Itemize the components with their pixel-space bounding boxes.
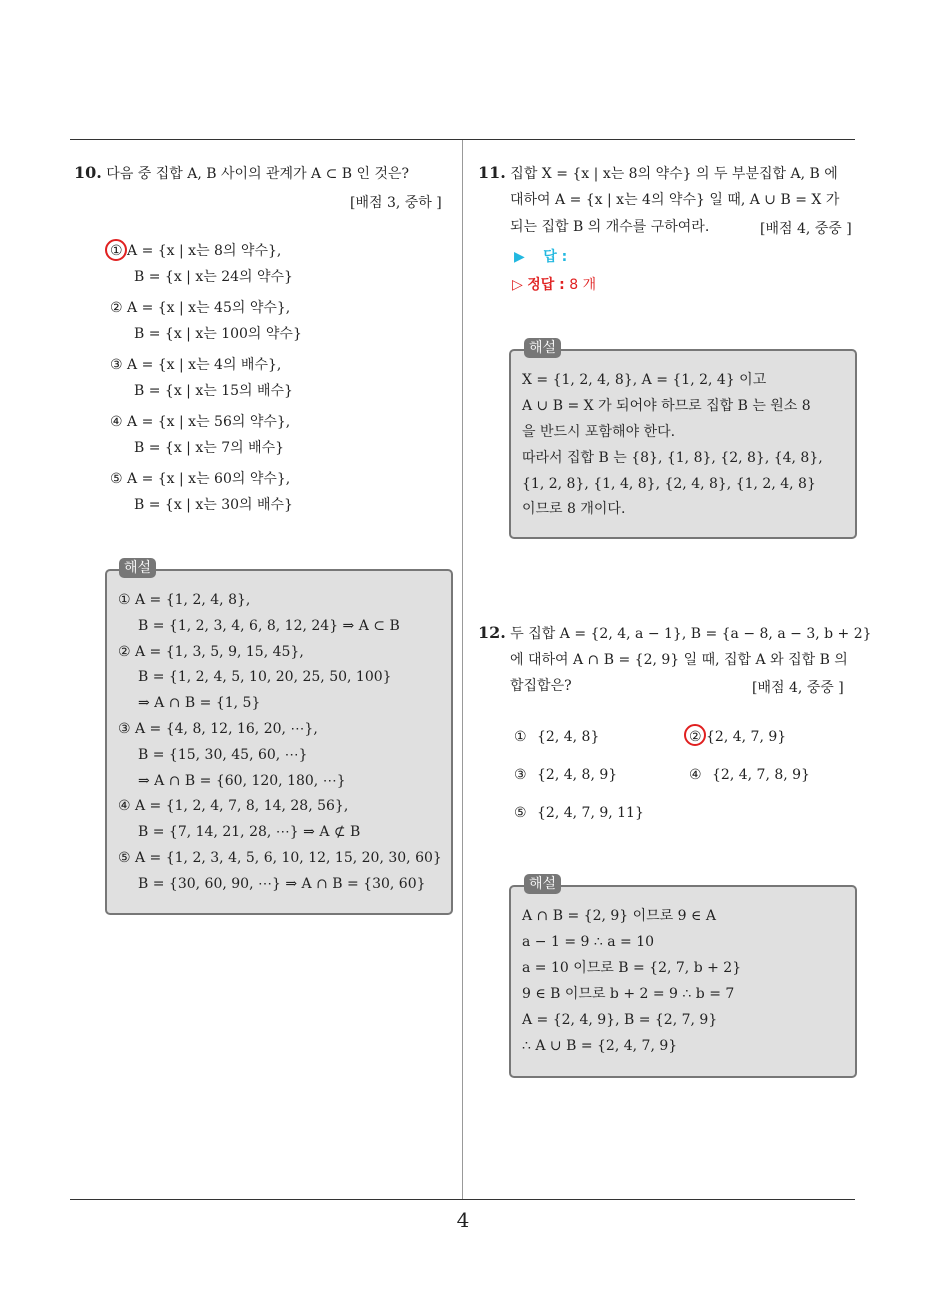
question-text: 두 집합 A = {2, 4, a − 1}, B = {a − 8, a − 3, b + 2} bbox=[510, 626, 872, 642]
question-number: 11. bbox=[478, 163, 506, 182]
play-icon: ▶ bbox=[514, 249, 525, 265]
explanation-line: a = 10 이므로 B = {2, 7, b + 2} bbox=[522, 960, 742, 976]
explanation-tag: 해설 bbox=[524, 874, 561, 894]
option-3[interactable]: ③ {2, 4, 8, 9} bbox=[514, 767, 618, 783]
option-3-b: B = {x | x는 15의 배수} bbox=[134, 383, 293, 399]
option-3[interactable]: ③ A = {x | x는 4의 배수}, bbox=[110, 357, 282, 373]
question-text: 합집합은? bbox=[510, 678, 572, 694]
correct-answer-row: ▷ 정답 : 8 개 bbox=[512, 277, 597, 293]
explanation-line: 따라서 집합 B 는 {8}, {1, 8}, {2, 8}, {4, 8}, bbox=[522, 450, 823, 466]
explanation-line: 이므로 8 개이다. bbox=[522, 501, 626, 517]
score-meta: [배점 4, 중중 ] bbox=[760, 221, 852, 237]
explanation-line: A ∪ B = X 가 되어야 하므로 집합 B 는 원소 8 bbox=[522, 398, 811, 414]
outline-play-icon: ▷ bbox=[512, 277, 523, 293]
option-4[interactable]: ④ {2, 4, 7, 8, 9} bbox=[689, 767, 810, 783]
explanation-line: X = {1, 2, 4, 8}, A = {1, 2, 4} 이고 bbox=[522, 372, 767, 388]
option-2[interactable]: ② {2, 4, 7, 9} bbox=[689, 729, 787, 745]
answer-row: ▶ 답 : bbox=[514, 249, 568, 265]
explanation-line: B = {7, 14, 21, 28, ⋯} ⇒ A ⊄ B bbox=[138, 824, 361, 840]
question-text: 대하여 A = {x | x는 4의 약수} 일 때, A ∪ B = X 가 bbox=[510, 192, 840, 208]
explanation-line: B = {1, 2, 4, 5, 10, 20, 25, 50, 100} bbox=[138, 669, 392, 685]
explanation-line: B = {1, 2, 3, 4, 6, 8, 12, 24} ⇒ A ⊂ B bbox=[138, 618, 400, 634]
explanation-tag: 해설 bbox=[524, 338, 561, 358]
explanation-line: ③ A = {4, 8, 12, 16, 20, ⋯}, bbox=[118, 721, 318, 737]
option-2[interactable]: ② A = {x | x는 45의 약수}, bbox=[110, 300, 291, 316]
question-text: 에 대하여 A ∩ B = {2, 9} 일 때, 집합 A 와 집합 B 의 bbox=[510, 652, 848, 668]
explanation-line: ① A = {1, 2, 4, 8}, bbox=[118, 592, 251, 608]
explanation-line: a − 1 = 9 ∴ a = 10 bbox=[522, 934, 655, 950]
question-number: 12. bbox=[478, 623, 506, 642]
question-number: 10. bbox=[74, 163, 102, 182]
option-1[interactable]: ① A = {x | x는 8의 약수}, bbox=[110, 243, 282, 259]
explanation-line: {1, 2, 8}, {1, 4, 8}, {2, 4, 8}, {1, 2, 4, 8} bbox=[522, 476, 816, 492]
column-divider bbox=[462, 140, 463, 1200]
correct-answer-value: 8 개 bbox=[569, 277, 597, 293]
option-4-b: B = {x | x는 7의 배수} bbox=[134, 440, 285, 456]
explanation-line: ⇒ A ∩ B = {1, 5} bbox=[138, 695, 261, 711]
question-text: 되는 집합 B 의 개수를 구하여라. bbox=[510, 219, 710, 235]
explanation-line: ⇒ A ∩ B = {60, 120, 180, ⋯} bbox=[138, 773, 346, 789]
explanation-line: ⑤ A = {1, 2, 3, 4, 5, 6, 10, 12, 15, 20, 30, 60} bbox=[118, 850, 442, 866]
explanation-line: A ∩ B = {2, 9} 이므로 9 ∈ A bbox=[522, 908, 716, 924]
question-text: 다음 중 집합 A, B 사이의 관계가 A ⊂ B 인 것은? bbox=[106, 166, 410, 182]
explanation-line: 을 반드시 포함해야 한다. bbox=[522, 424, 676, 440]
option-5[interactable]: ⑤ A = {x | x는 60의 약수}, bbox=[110, 471, 291, 487]
explanation-line: 9 ∈ B 이므로 b + 2 = 9 ∴ b = 7 bbox=[522, 986, 735, 1002]
bottom-rule bbox=[70, 1199, 855, 1200]
page-number: 4 bbox=[456, 1208, 470, 1232]
option-1[interactable]: ① {2, 4, 8} bbox=[514, 729, 600, 745]
option-4[interactable]: ④ A = {x | x는 56의 약수}, bbox=[110, 414, 291, 430]
option-1-b: B = {x | x는 24의 약수} bbox=[134, 269, 293, 285]
explanation-line: B = {30, 60, 90, ⋯} ⇒ A ∩ B = {30, 60} bbox=[138, 876, 426, 892]
option-5-b: B = {x | x는 30의 배수} bbox=[134, 497, 293, 513]
option-2-b: B = {x | x는 100의 약수} bbox=[134, 326, 302, 342]
explanation-line: ∴ A ∪ B = {2, 4, 7, 9} bbox=[522, 1038, 678, 1054]
explanation-line: B = {15, 30, 45, 60, ⋯} bbox=[138, 747, 308, 763]
explanation-line: A = {2, 4, 9}, B = {2, 7, 9} bbox=[522, 1012, 718, 1028]
option-5[interactable]: ⑤ {2, 4, 7, 9, 11} bbox=[514, 805, 644, 821]
explanation-line: ④ A = {1, 2, 4, 7, 8, 14, 28, 56}, bbox=[118, 798, 349, 814]
score-meta: [배점 4, 중중 ] bbox=[752, 680, 844, 696]
explanation-line: ② A = {1, 3, 5, 9, 15, 45}, bbox=[118, 644, 304, 660]
explanation-tag: 해설 bbox=[119, 558, 156, 578]
score-meta: [배점 3, 중하 ] bbox=[350, 195, 442, 211]
question-text: 집합 X = {x | x는 8의 약수} 의 두 부분집합 A, B 에 bbox=[510, 166, 838, 182]
